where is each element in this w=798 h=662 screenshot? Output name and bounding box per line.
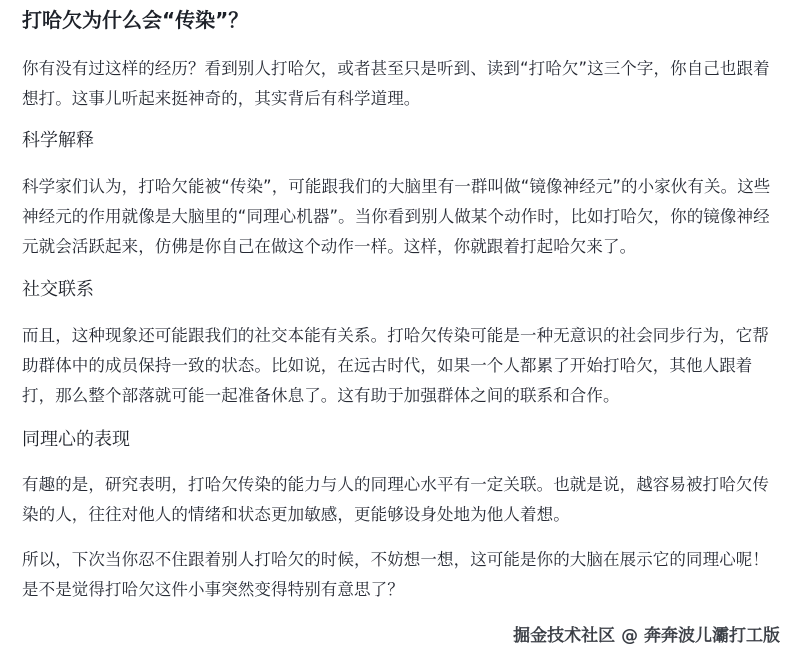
article-title: 打哈欠为什么会“传染”？ bbox=[22, 8, 249, 32]
section-body-empathy: 有趣的是，研究表明，打哈欠传染的能力与人的同理心水平有一定关联。也就是说，越容易被打哈欠传染的人，往往对他人的情绪和状态更加敏感，更能够设身处地为他人着想。 bbox=[22, 475, 769, 524]
section-heading-science: 科学解释 bbox=[22, 130, 94, 151]
section-body-social: 而且，这种现象还可能跟我们的社交本能有关系。打哈欠传染可能是一种无意识的社会同步行为，它帮助群体中的成员保持一致的状态。比如说，在远古时代，如果一个人都累了开始打哈欠，其他人跟着打，那么整个部落就可能一起准备休息了。这有助于加强群体之间的联系和合作。 bbox=[22, 326, 769, 405]
intro-paragraph: 你有没有过这样的经历？看到别人打哈欠，或者甚至只是听到、读到“打哈欠”这三个字，你自己也跟着想打。这事儿听起来挺神奇的，其实背后有科学道理。 bbox=[22, 59, 770, 108]
conclusion-paragraph: 所以，下次当你忍不住跟着别人打哈欠的时候，不妨想一想，这可能是你的大脑在展示它的同理心呢！是不是觉得打哈欠这件小事突然变得特别有意思了？ bbox=[22, 550, 769, 599]
section-heading-empathy: 同理心的表现 bbox=[22, 429, 130, 450]
section-body-science: 科学家们认为，打哈欠能被“传染”，可能跟我们的大脑里有一群叫做“镜像神经元”的小家伙有关。这些神经元的作用就像是大脑里的“同理心机器”。当你看到别人做某个动作时，比如打哈欠，你的镜像神经元就会活跃起来，仿佛是你自己在做这个动作一样。这样，你就跟着打起哈欠来了。 bbox=[22, 177, 771, 256]
article bbox=[22, 0, 784, 605]
section-heading-social: 社交联系 bbox=[22, 279, 94, 300]
watermark: 掘金技术社区 @ 奔奔波儿灞打工版 bbox=[513, 626, 780, 646]
